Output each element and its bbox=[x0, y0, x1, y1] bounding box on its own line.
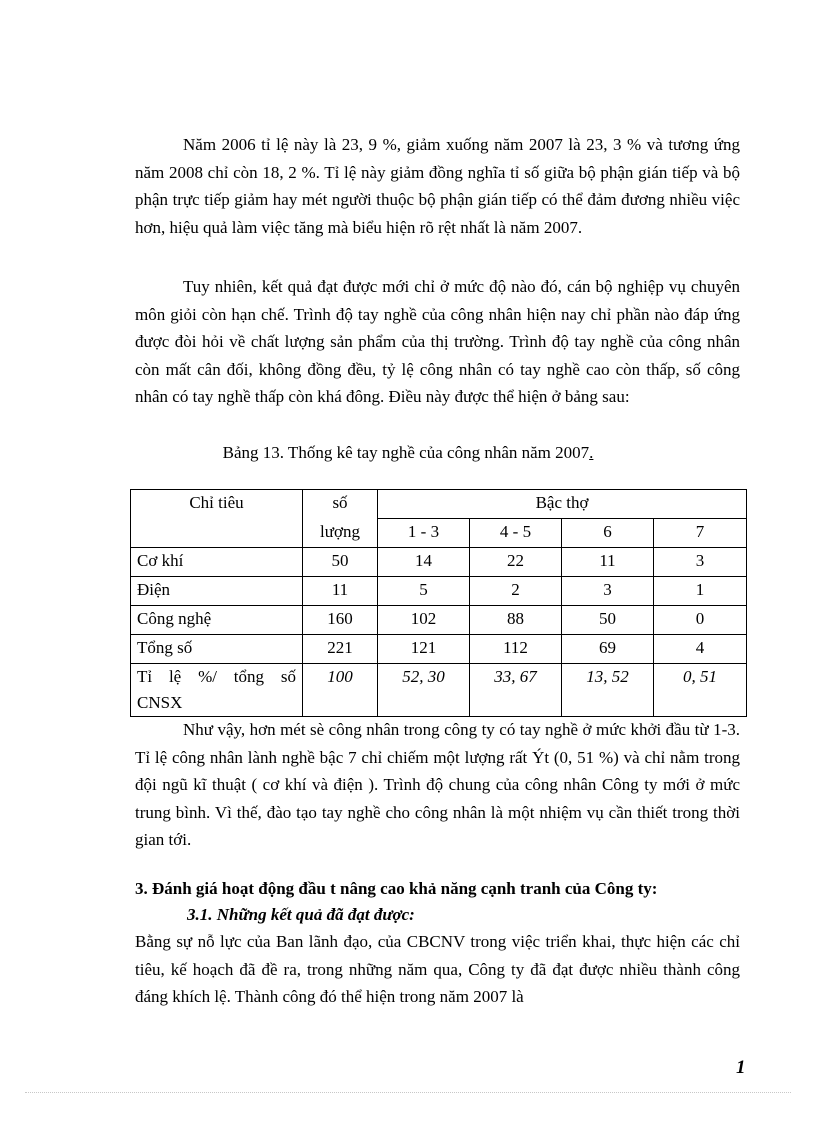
header-grade-4: 7 bbox=[654, 519, 747, 548]
header-grade-1: 1 - 3 bbox=[378, 519, 470, 548]
row-grade-4: 0 bbox=[654, 606, 747, 635]
table-ratio-row bbox=[131, 664, 747, 717]
header-count-2: lượng bbox=[303, 519, 378, 548]
header-grade-3: 6 bbox=[562, 519, 654, 548]
table-row bbox=[131, 635, 747, 664]
footer-divider bbox=[25, 1092, 791, 1093]
row-grade-2: 112 bbox=[470, 635, 562, 664]
ratio-grade-2: 33, 67 bbox=[470, 664, 562, 717]
table-caption-text: Bảng 13. Thống kê tay nghề của công nhân năm 2007 bbox=[222, 443, 590, 462]
row-label: Điện bbox=[131, 577, 303, 606]
paragraph-1: Năm 2006 tỉ lệ này là 23, 9 %, giảm xuống năm 2007 là 23, 3 % và tương ứng năm 2008 chỉ còn 18, 2 %. Tỉ lệ này giảm đồng nghĩa tỉ số giữa bộ phận gián tiếp và bộ phận trực tiếp giảm hay mét người thuộc bộ phận gián tiếp có thể đảm đương nhiều việc hơn, hiệu quả làm việc tăng mà biểu hiện rõ rệt nhất là năm 2007. bbox=[135, 135, 740, 237]
row-count: 160 bbox=[303, 606, 378, 635]
header-grade-2: 4 - 5 bbox=[470, 519, 562, 548]
row-count: 221 bbox=[303, 635, 378, 664]
row-grade-3: 50 bbox=[562, 606, 654, 635]
table-caption-trail: . bbox=[589, 443, 594, 462]
ratio-label bbox=[131, 664, 303, 717]
row-grade-4: 1 bbox=[654, 577, 747, 606]
worker-skill-table bbox=[130, 489, 747, 717]
row-grade-4: 3 bbox=[654, 548, 747, 577]
row-count: 50 bbox=[303, 548, 378, 577]
page-number: 1 bbox=[736, 1057, 746, 1078]
table-row bbox=[131, 606, 747, 635]
header-grade: Bậc thợ bbox=[378, 490, 747, 519]
row-label: Tổng số bbox=[131, 635, 303, 664]
ratio-count: 100 bbox=[303, 664, 378, 717]
table-row bbox=[131, 577, 747, 606]
section-heading-3: 3. Đánh giá hoạt động đầu t nâng cao khả năng cạnh tranh của Công ty: bbox=[135, 879, 658, 898]
row-grade-3: 11 bbox=[562, 548, 654, 577]
row-grade-2: 88 bbox=[470, 606, 562, 635]
table-caption bbox=[0, 441, 816, 465]
row-grade-2: 22 bbox=[470, 548, 562, 577]
ratio-grade-1: 52, 30 bbox=[378, 664, 470, 717]
row-grade-1: 102 bbox=[378, 606, 470, 635]
row-grade-1: 14 bbox=[378, 548, 470, 577]
paragraph-3: Như vậy, hơn mét sè công nhân trong công ty có tay nghề ở mức khởi đầu từ 1-3. Tỉ lệ công nhân lành nghề bậc 7 chỉ chiếm một lượng rất Ýt (0, 51 %) và chỉ nằm trong đội ngũ kĩ thuật ( cơ khí và điện ). Trình độ chung của công nhân Công ty mới ở mức trung bình. Vì thế, đào tạo tay nghề cho công nhân là một nhiệm vụ cần thiết trong thời gian tới. bbox=[135, 720, 740, 849]
ratio-grade-3: 13, 52 bbox=[562, 664, 654, 717]
row-grade-1: 5 bbox=[378, 577, 470, 606]
paragraph-2: Tuy nhiên, kết quả đạt được mới chỉ ở mức độ nào đó, cán bộ nghiệp vụ chuyên môn giỏi còn hạn chế. Trình độ tay nghề của công nhân hiện nay chỉ phần nào đáp ứng được đòi hỏi về chất lượng sản phẩm của thị trường. Trình độ tay nghề của công nhân còn mất cân đối, không đồng đều, tỷ lệ công nhân có tay nghề cao còn thấp, số công nhân có tay nghề thấp còn khá đông. Điều này được thể hiện ở bảng sau: bbox=[135, 277, 740, 406]
header-count-1: số bbox=[303, 490, 378, 519]
table-row bbox=[131, 548, 747, 577]
row-label: Công nghệ bbox=[131, 606, 303, 635]
row-grade-1: 121 bbox=[378, 635, 470, 664]
row-count: 11 bbox=[303, 577, 378, 606]
table-header-row-1 bbox=[131, 490, 747, 519]
row-grade-2: 2 bbox=[470, 577, 562, 606]
paragraph-4: Bằng sự nỗ lực của Ban lãnh đạo, của CBCNV trong việc triển khai, thực hiện các chỉ tiêu, kế hoạch đã đề ra, trong những năm qua, Công ty đã đạt được nhiều thành công đáng khích lệ. Thành công đó thể hiện trong năm 2007 là bbox=[135, 932, 740, 1006]
row-grade-4: 4 bbox=[654, 635, 747, 664]
ratio-label-line-1: Tỉ lệ %/ tổng số bbox=[137, 667, 296, 686]
subsection-heading-3-1: 3.1. Những kết quả đã đạt được: bbox=[187, 905, 415, 924]
row-grade-3: 69 bbox=[562, 635, 654, 664]
ratio-grade-4: 0, 51 bbox=[654, 664, 747, 717]
row-label: Cơ khí bbox=[131, 548, 303, 577]
header-indicator: Chỉ tiêu bbox=[131, 490, 303, 548]
ratio-label-line-2: CNSX bbox=[137, 693, 183, 712]
row-grade-3: 3 bbox=[562, 577, 654, 606]
